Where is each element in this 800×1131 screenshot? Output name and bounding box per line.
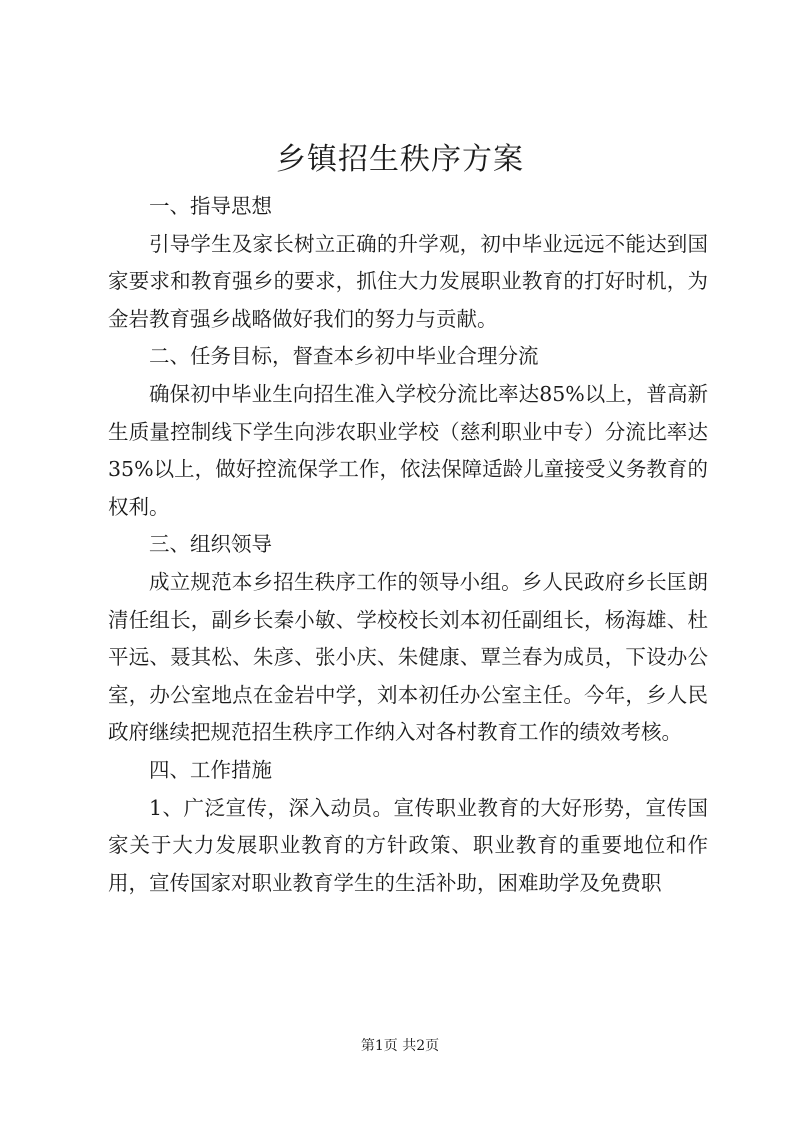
- body-paragraph: 成立规范本乡招生秩序工作的领导小组。乡人民政府乡长匡朗清任组长，副乡长秦小敏、学校校长刘本初任副组长，杨海雄、杜平远、聂其松、朱彦、张小庆、朱健康、覃兰春为成员，下设办公室，办公室地点在金岩中学，刘本初任办公室主任。今年，乡人民政府继续把规范招生秩序工作纳入对各村教育工作的绩效考核。: [108, 569, 708, 745]
- page-footer: 第1页 共2页: [360, 1038, 440, 1054]
- section-heading: 四、工作措施: [149, 757, 272, 782]
- body-paragraph: 确保初中毕业生向招生准入学校分流比率达85%以上，普高新生质量控制线下学生向涉农职业学校（慈利职业中专）分流比率达35%以上，做好控流保学工作，依法保障适龄儿童接受义务教育的权利。: [108, 381, 708, 519]
- body-paragraph: 1、广泛宣传，深入动员。宣传职业教育的大好形势，宣传国家关于大力发展职业教育的方针政策、职业教育的重要地位和作用，宣传国家对职业教育学生的生活补助，困难助学及免费职: [108, 795, 708, 895]
- section-heading: 二、任务目标，督查本乡初中毕业合理分流: [149, 344, 539, 369]
- body-paragraph: 引导学生及家长树立正确的升学观，初中毕业远远不能达到国家要求和教育强乡的要求，抓住大力发展职业教育的打好时机，为金岩教育强乡战略做好我们的努力与贡献。: [108, 231, 708, 331]
- section-heading: 一、指导思想: [149, 194, 272, 218]
- document-body: [108, 188, 708, 902]
- section-heading: 三、组织领导: [149, 532, 272, 557]
- document-title: 乡镇招生秩序方案: [276, 142, 524, 177]
